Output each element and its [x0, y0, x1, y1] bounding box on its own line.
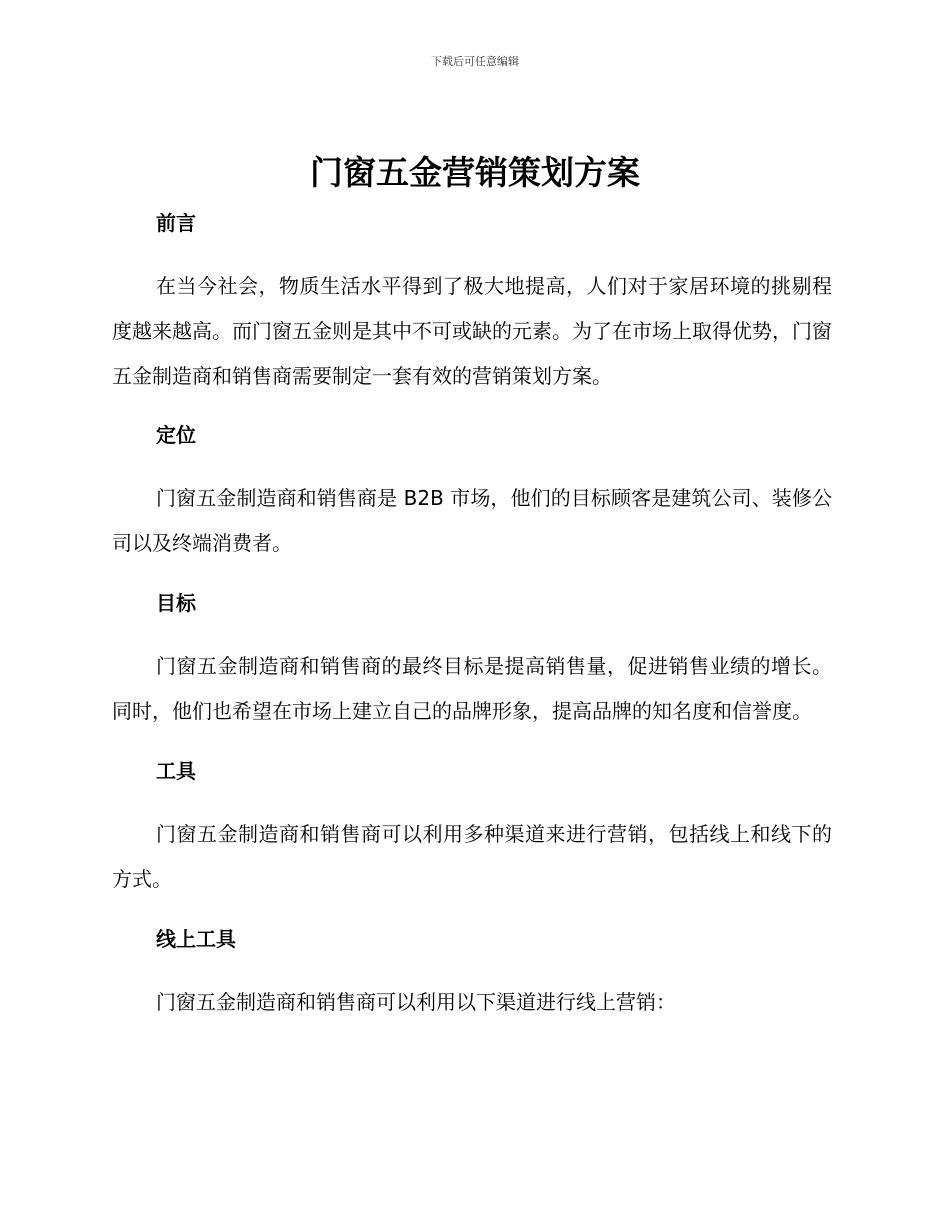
section-paragraph-tools: 门窗五金制造商和销售商可以利用多种渠道来进行营销，包括线上和线下的方式。: [112, 822, 832, 891]
document-title: 门窗五金营销策划方案: [310, 153, 640, 192]
section-heading-positioning: 定位: [156, 423, 196, 447]
header-note: 下载后可任意编辑: [431, 55, 519, 68]
section-paragraph-online-tools: 门窗五金制造商和销售商可以利用以下渠道进行线上营销：: [156, 990, 676, 1014]
section-paragraph-goal: 门窗五金制造商和销售商的最终目标是提高销售量，促进销售业绩的增长。同时，他们也希望在市场上建立自己的品牌形象，提高品牌的知名度和信誉度。: [112, 654, 832, 723]
document-body: [112, 205, 832, 1025]
section-heading-preface: 前言: [156, 211, 196, 235]
section-goal: [112, 587, 832, 734]
section-paragraph-preface: 在当今社会，物质生活水平得到了极大地提高，人们对于家居环境的挑剔程度越来越高。而门窗五金则是其中不可或缺的元素。为了在市场上取得优势，门窗五金制造商和销售商需要制定一套有效的营销策划方案。: [112, 274, 832, 388]
section-paragraph-positioning: 门窗五金制造商和销售商是 B2B 市场，他们的目标顾客是建筑公司、装修公司以及终端消费者。: [112, 486, 832, 555]
section-heading-goal: 目标: [156, 591, 196, 615]
section-online-tools: [112, 923, 832, 1025]
section-preface: [112, 207, 832, 399]
section-heading-online-tools: 线上工具: [156, 927, 236, 951]
section-tools: [112, 755, 832, 902]
section-positioning: [112, 419, 832, 566]
section-heading-tools: 工具: [156, 759, 196, 783]
